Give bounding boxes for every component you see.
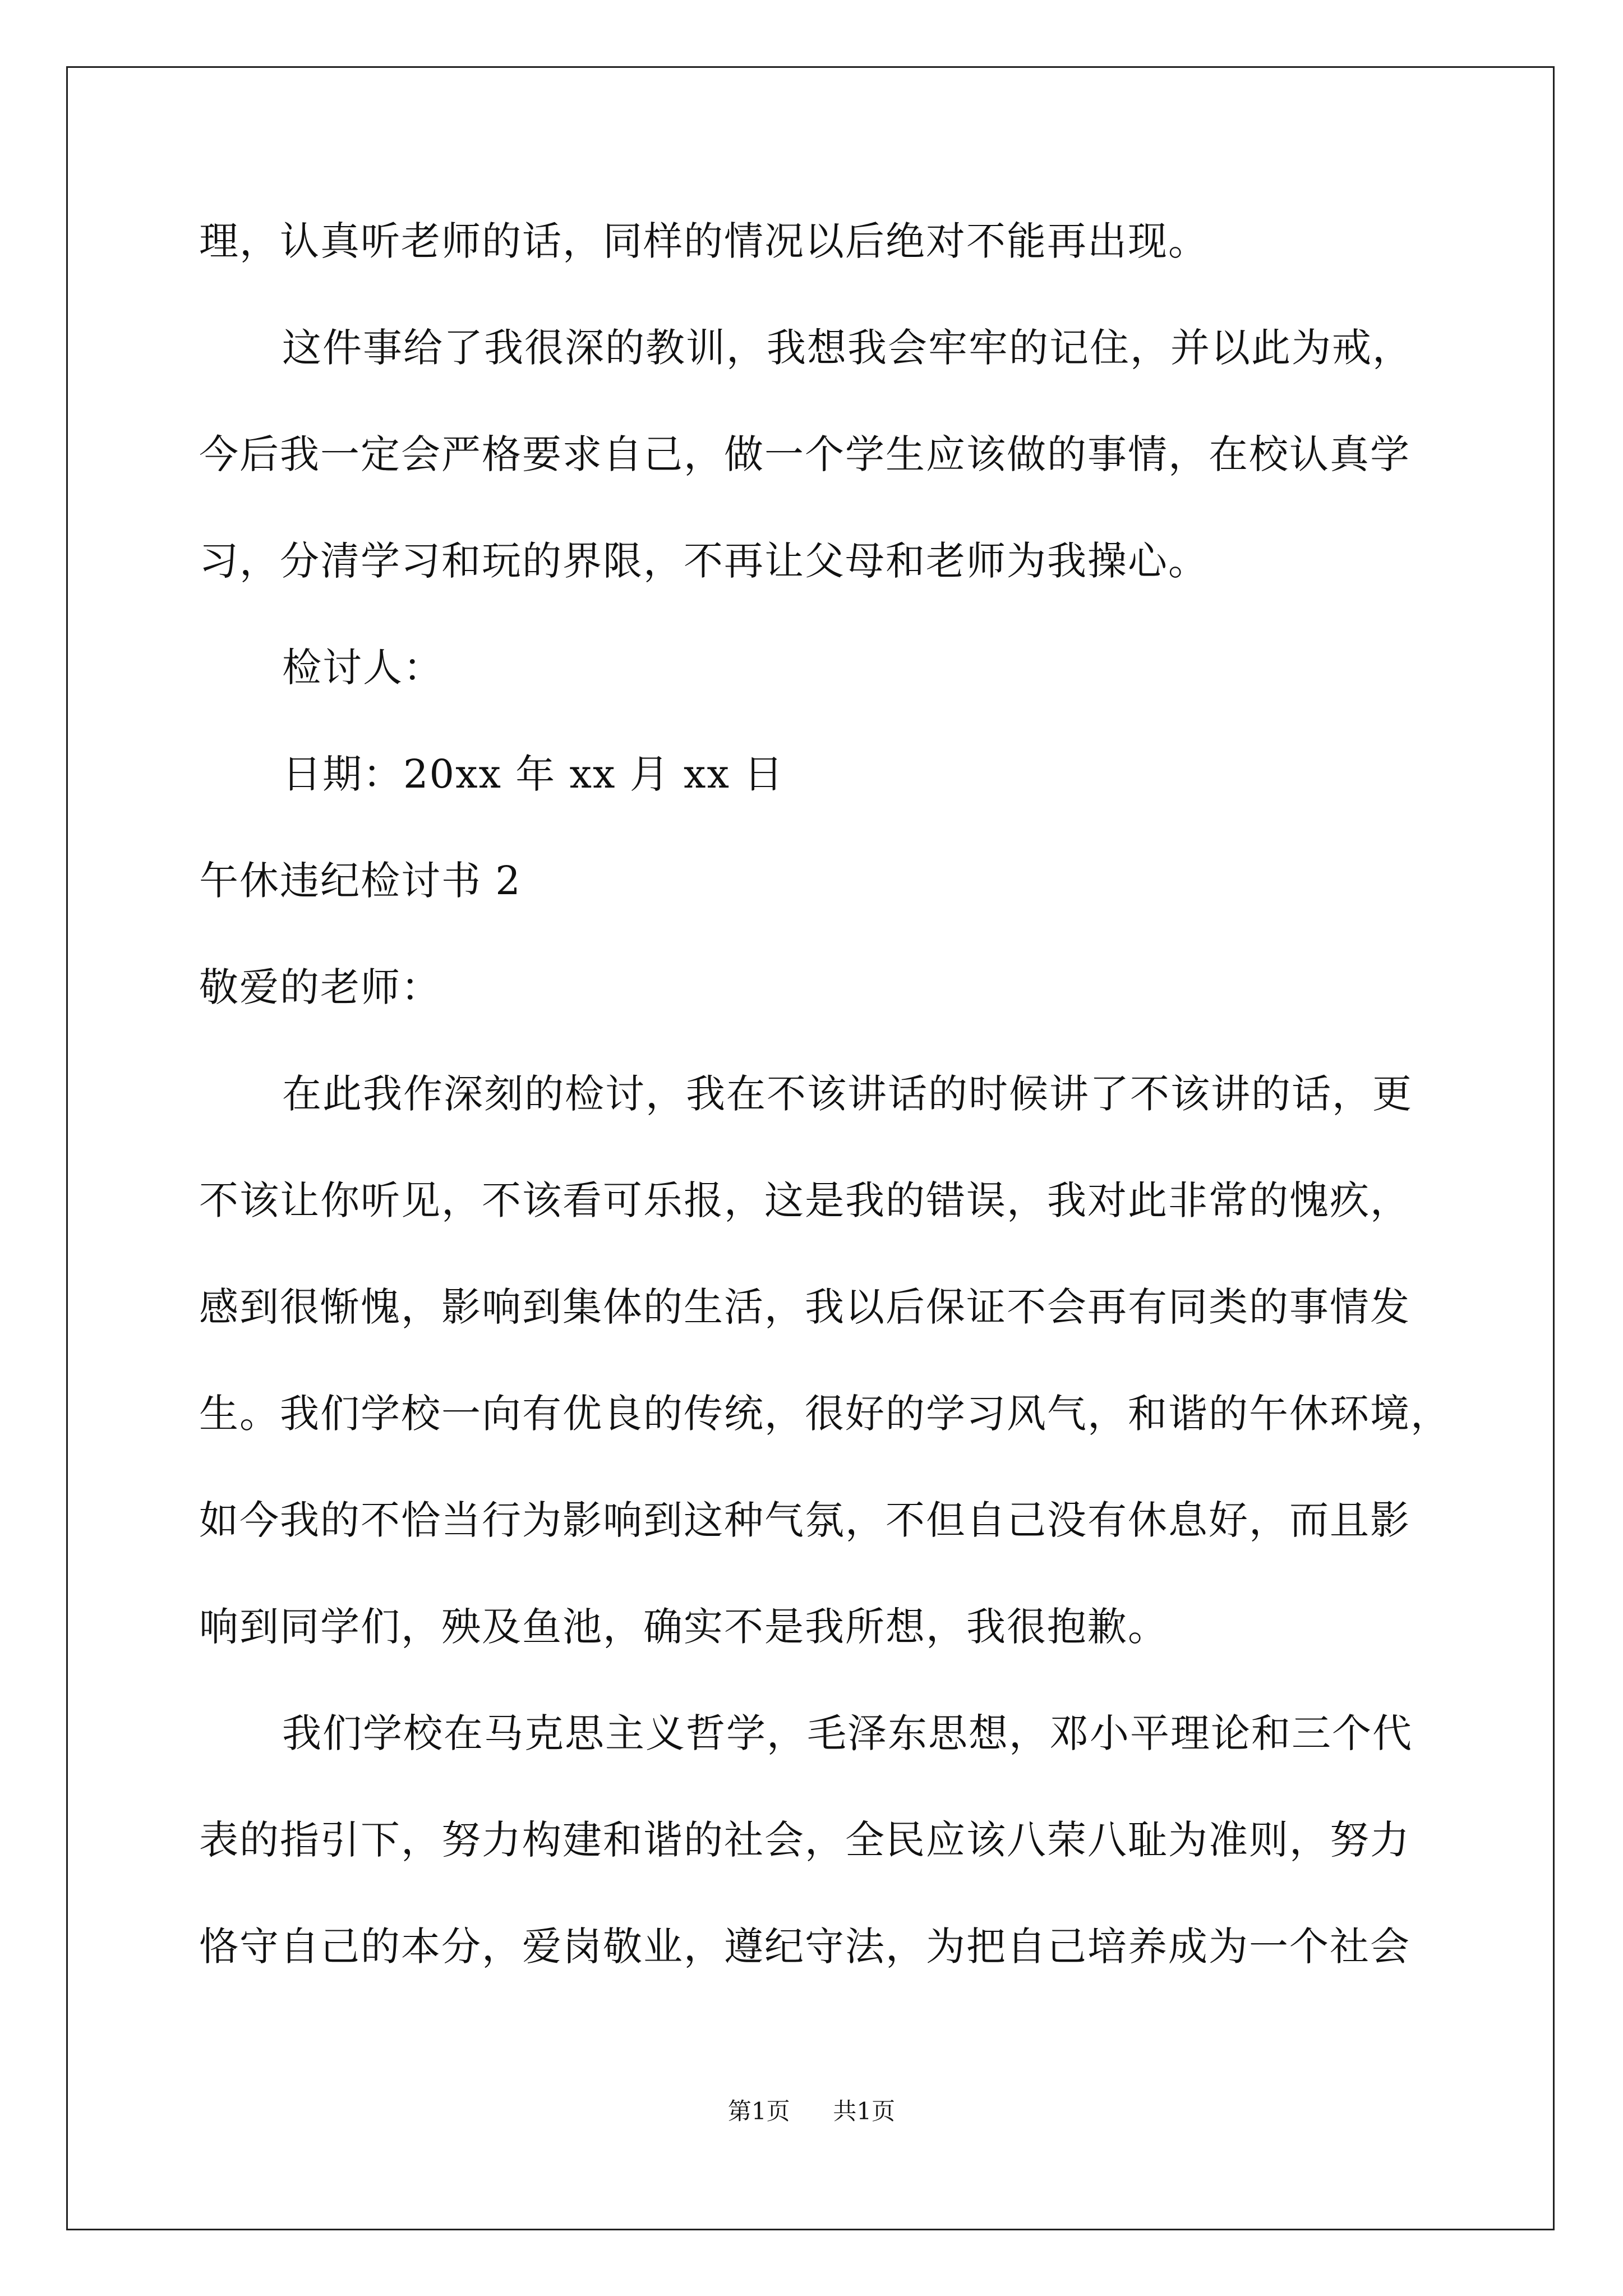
- text-line: 今后我一定会严格要求自己，做一个学生应该做的事情，在校认真学: [199, 431, 1410, 477]
- salutation: 敬爱的老师：: [199, 964, 441, 1010]
- text-line: 在此我作深刻的检讨，我在不该讲话的时候讲了不该讲的话，更: [282, 1071, 1413, 1117]
- text-line: 恪守自己的本分，爱岗敬业，遵纪守法，为把自己培养成为一个社会: [199, 1924, 1410, 1970]
- text-line: 不该让你听见，不该看可乐报，这是我的错误，我对此非常的愧疚，: [199, 1177, 1410, 1223]
- text-line: 我们学校在马克思主义哲学，毛泽东思想，邓小平理论和三个代: [282, 1710, 1413, 1756]
- text-line: 响到同学们，殃及鱼池，确实不是我所想，我很抱歉。: [199, 1604, 1168, 1650]
- text-line: 生。我们学校一向有优良的传统，很好的学习风气，和谐的午休环境，: [199, 1391, 1451, 1437]
- text-line: 如今我的不恰当行为影响到这种气氛，不但自己没有休息好，而且影: [199, 1497, 1410, 1543]
- text-line: 习，分清学习和玩的界限，不再让父母和老师为我操心。: [199, 538, 1209, 584]
- page-total: 共1页: [833, 2097, 896, 2125]
- date-line: 日期：20xx 年 xx 月 xx 日: [282, 751, 785, 797]
- text-line: 感到很惭愧，影响到集体的生活，我以后保证不会再有同类的事情发: [199, 1284, 1410, 1330]
- section-title: 午休违纪检讨书 2: [199, 858, 522, 904]
- signature-label: 检讨人：: [282, 645, 444, 691]
- text-line: 理，认真听老师的话，同样的情况以后绝对不能再出现。: [199, 218, 1209, 264]
- document-body: [199, 213, 1451, 2025]
- page-footer: [0, 2095, 1623, 2128]
- text-line: 这件事给了我很深的教训，我想我会牢牢的记住，并以此为戒，: [282, 325, 1413, 371]
- page-number: 第1页: [727, 2097, 790, 2125]
- text-line: 表的指引下，努力构建和谐的社会，全民应该八荣八耻为准则，努力: [199, 1817, 1410, 1863]
